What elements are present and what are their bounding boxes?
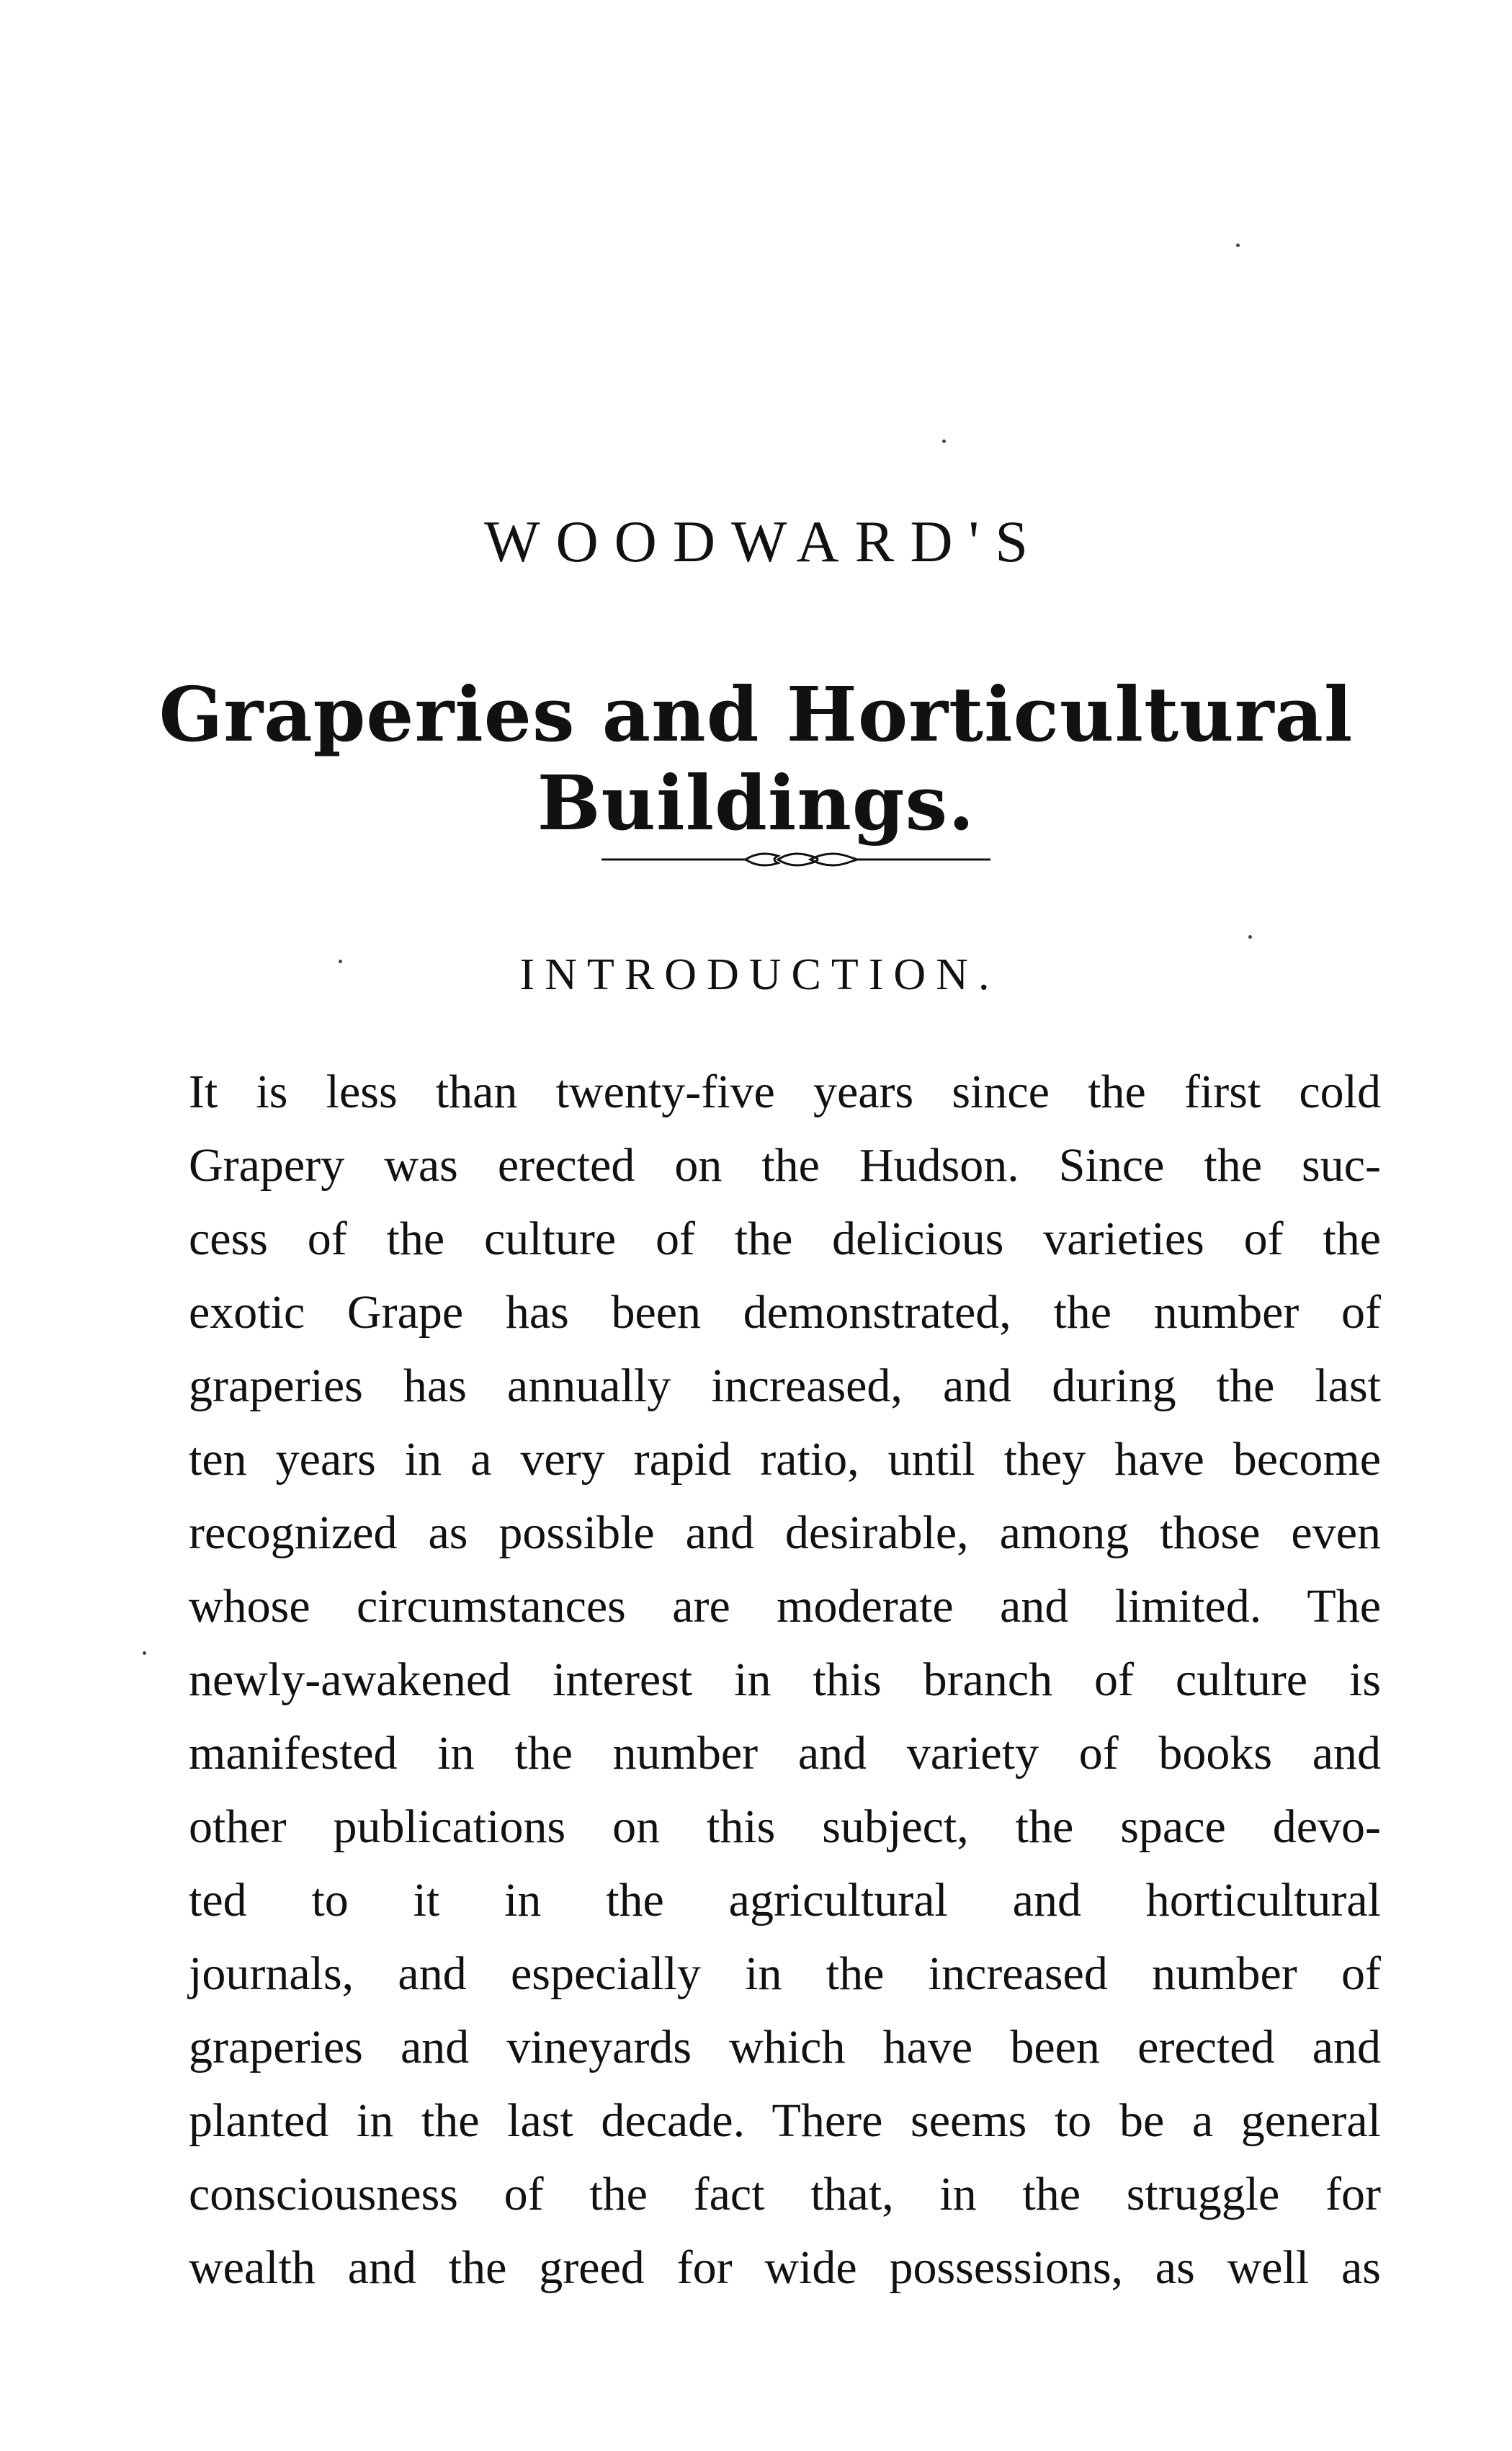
text-line: planted in the last decade. There seems to be a general [189,2094,1381,2147]
ornament-rule-icon [601,849,990,870]
print-speck [1236,244,1240,247]
text-line: ted to it in the agricultural and horticultural [189,1874,1381,1927]
print-speck [143,1651,146,1655]
body-paragraph [189,1055,1381,2305]
text-line: exotic Grape has been demonstrated, the number of [189,1286,1381,1339]
text-line: newly-awakened interest in this branch of culture is [189,1653,1381,1706]
section-heading: INTRODUCTION. [519,950,1000,999]
text-line: consciousness of the fact that, in the struggle for [189,2168,1381,2220]
print-speck [1248,935,1252,939]
text-line: recognized as possible and desirable, among those even [189,1506,1381,1559]
text-line: graperies has annually increased, and during the last [189,1360,1381,1412]
running-title: WOODWARD'S [484,509,1044,574]
text-line: graperies and vineyards which have been erected and [189,2021,1381,2073]
text-line: journals, and especially in the increased number of [189,1947,1381,2000]
text-line: Grapery was erected on the Hudson. Since the suc- [189,1139,1381,1192]
print-speck [942,439,946,443]
text-line: wealth and the greed for wide possessions, as well as [189,2241,1381,2294]
text-line: cess of the culture of the delicious varieties of the [189,1213,1381,1265]
main-title: Graperies and Horticultural Buildings. [158,670,1354,847]
text-line: ten years in a very rapid ratio, until they have become [189,1433,1381,1486]
text-line: whose circumstances are moderate and limited. The [189,1580,1381,1633]
text-line: other publications on this subject, the space devo- [189,1800,1381,1853]
text-line: It is less than twenty-five years since the first cold [189,1066,1381,1118]
text-line: manifested in the number and variety of books and [189,1727,1381,1780]
